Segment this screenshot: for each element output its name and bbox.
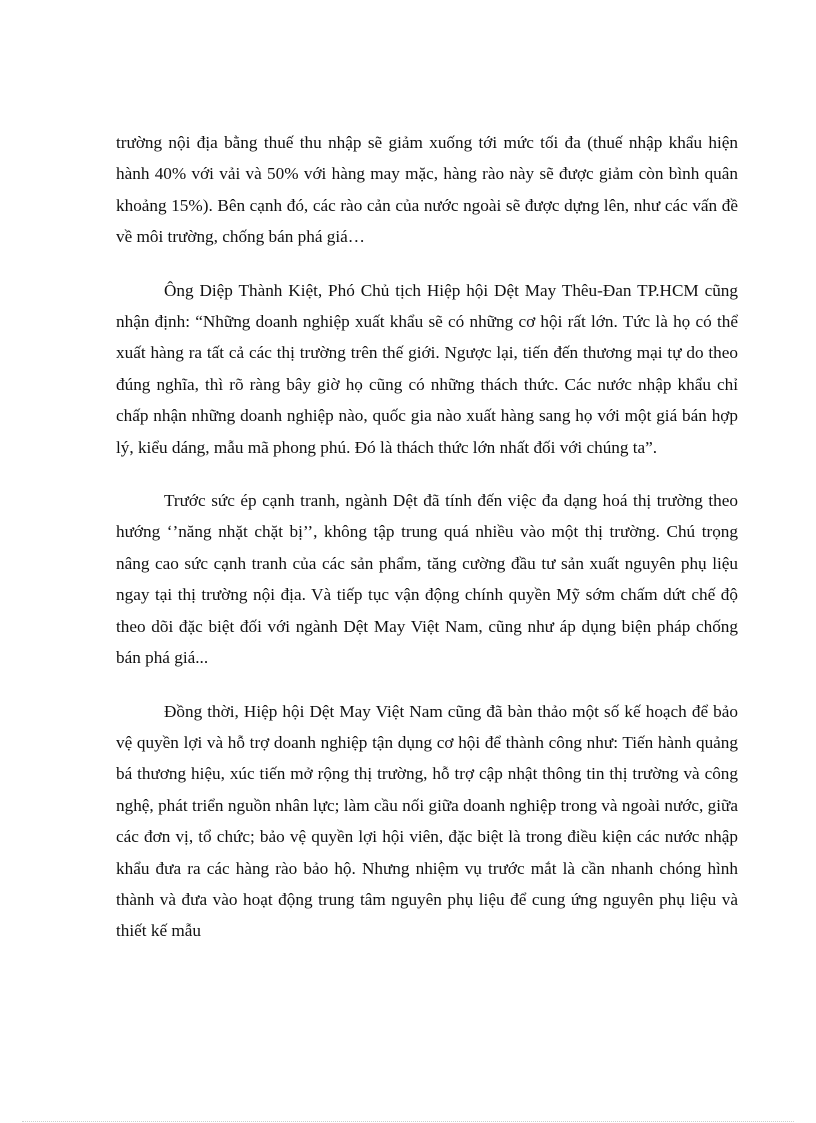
- paragraph-4: Đồng thời, Hiệp hội Dệt May Việt Nam cũng đã bàn thảo một số kế hoạch để bảo vệ quyền lợi và hỗ trợ doanh nghiệp tận dụng cơ hội để thành công như: Tiến hành quảng bá thương hiệu, xúc tiến mở rộng thị trường, hỗ trợ cập nhật thông tin thị trường và công nghệ, phát triển nguồn nhân lực; làm cầu nối giữa doanh nghiệp trong và ngoài nước, giữa các đơn vị, tổ chức; bảo vệ quyền lợi hội viên, đặc biệt là trong điều kiện các nước nhập khẩu đưa ra các hàng rào bảo hộ. Nhưng nhiệm vụ trước mắt là cần nhanh chóng hình thành và đưa vào hoạt động trung tâm nguyên phụ liệu để cung ứng nguyên phụ liệu và thiết kế mẫu: [116, 701, 738, 941]
- paragraph-2: Ông Diệp Thành Kiệt, Phó Chủ tịch Hiệp hội Dệt May Thêu-Đan TP.HCM cũng nhận định: “Những doanh nghiệp xuất khẩu sẽ có những cơ hội rất lớn. Tức là họ có thể xuất hàng ra tất cả các thị trường trên thế giới. Ngược lại, tiến đến thương mại tự do theo đúng nghĩa, thì rõ ràng bây giờ họ cũng có những thách thức. Các nước nhập khẩu chỉ chấp nhận những doanh nghiệp nào, quốc gia nào xuất hàng sang họ với một giá bán hợp lý, kiểu dáng, mẫu mã phong phú. Đó là thách thức lớn nhất đối với chúng ta”.: [116, 280, 738, 457]
- page-bottom-divider: [22, 1121, 794, 1122]
- paragraph-1: trường nội địa bằng thuế thu nhập sẽ giảm xuống tới mức tối đa (thuế nhập khẩu hiện hành 40% với vải và 50% với hàng may mặc, hàng rào này sẽ được giảm còn bình quân khoảng 15%). Bên cạnh đó, các rào cản của nước ngoài sẽ được dựng lên, như các vấn đề về môi trường, chống bán phá giá…: [116, 133, 738, 247]
- document-body: [116, 127, 738, 969]
- paragraph-3: Trước sức ép cạnh tranh, ngành Dệt đã tính đến việc đa dạng hoá thị trường theo hướng ‘’năng nhặt chặt bị’’, không tập trung quá nhiều vào một thị trường. Chú trọng nâng cao sức cạnh tranh của các sản phẩm, tăng cường đầu tư sản xuất nguyên phụ liệu ngay tại thị trường nội địa. Và tiếp tục vận động chính quyền Mỹ sớm chấm dứt chế độ theo dõi đặc biệt đối với ngành Dệt May Việt Nam, cũng như áp dụng biện pháp chống bán phá giá...: [116, 491, 738, 668]
